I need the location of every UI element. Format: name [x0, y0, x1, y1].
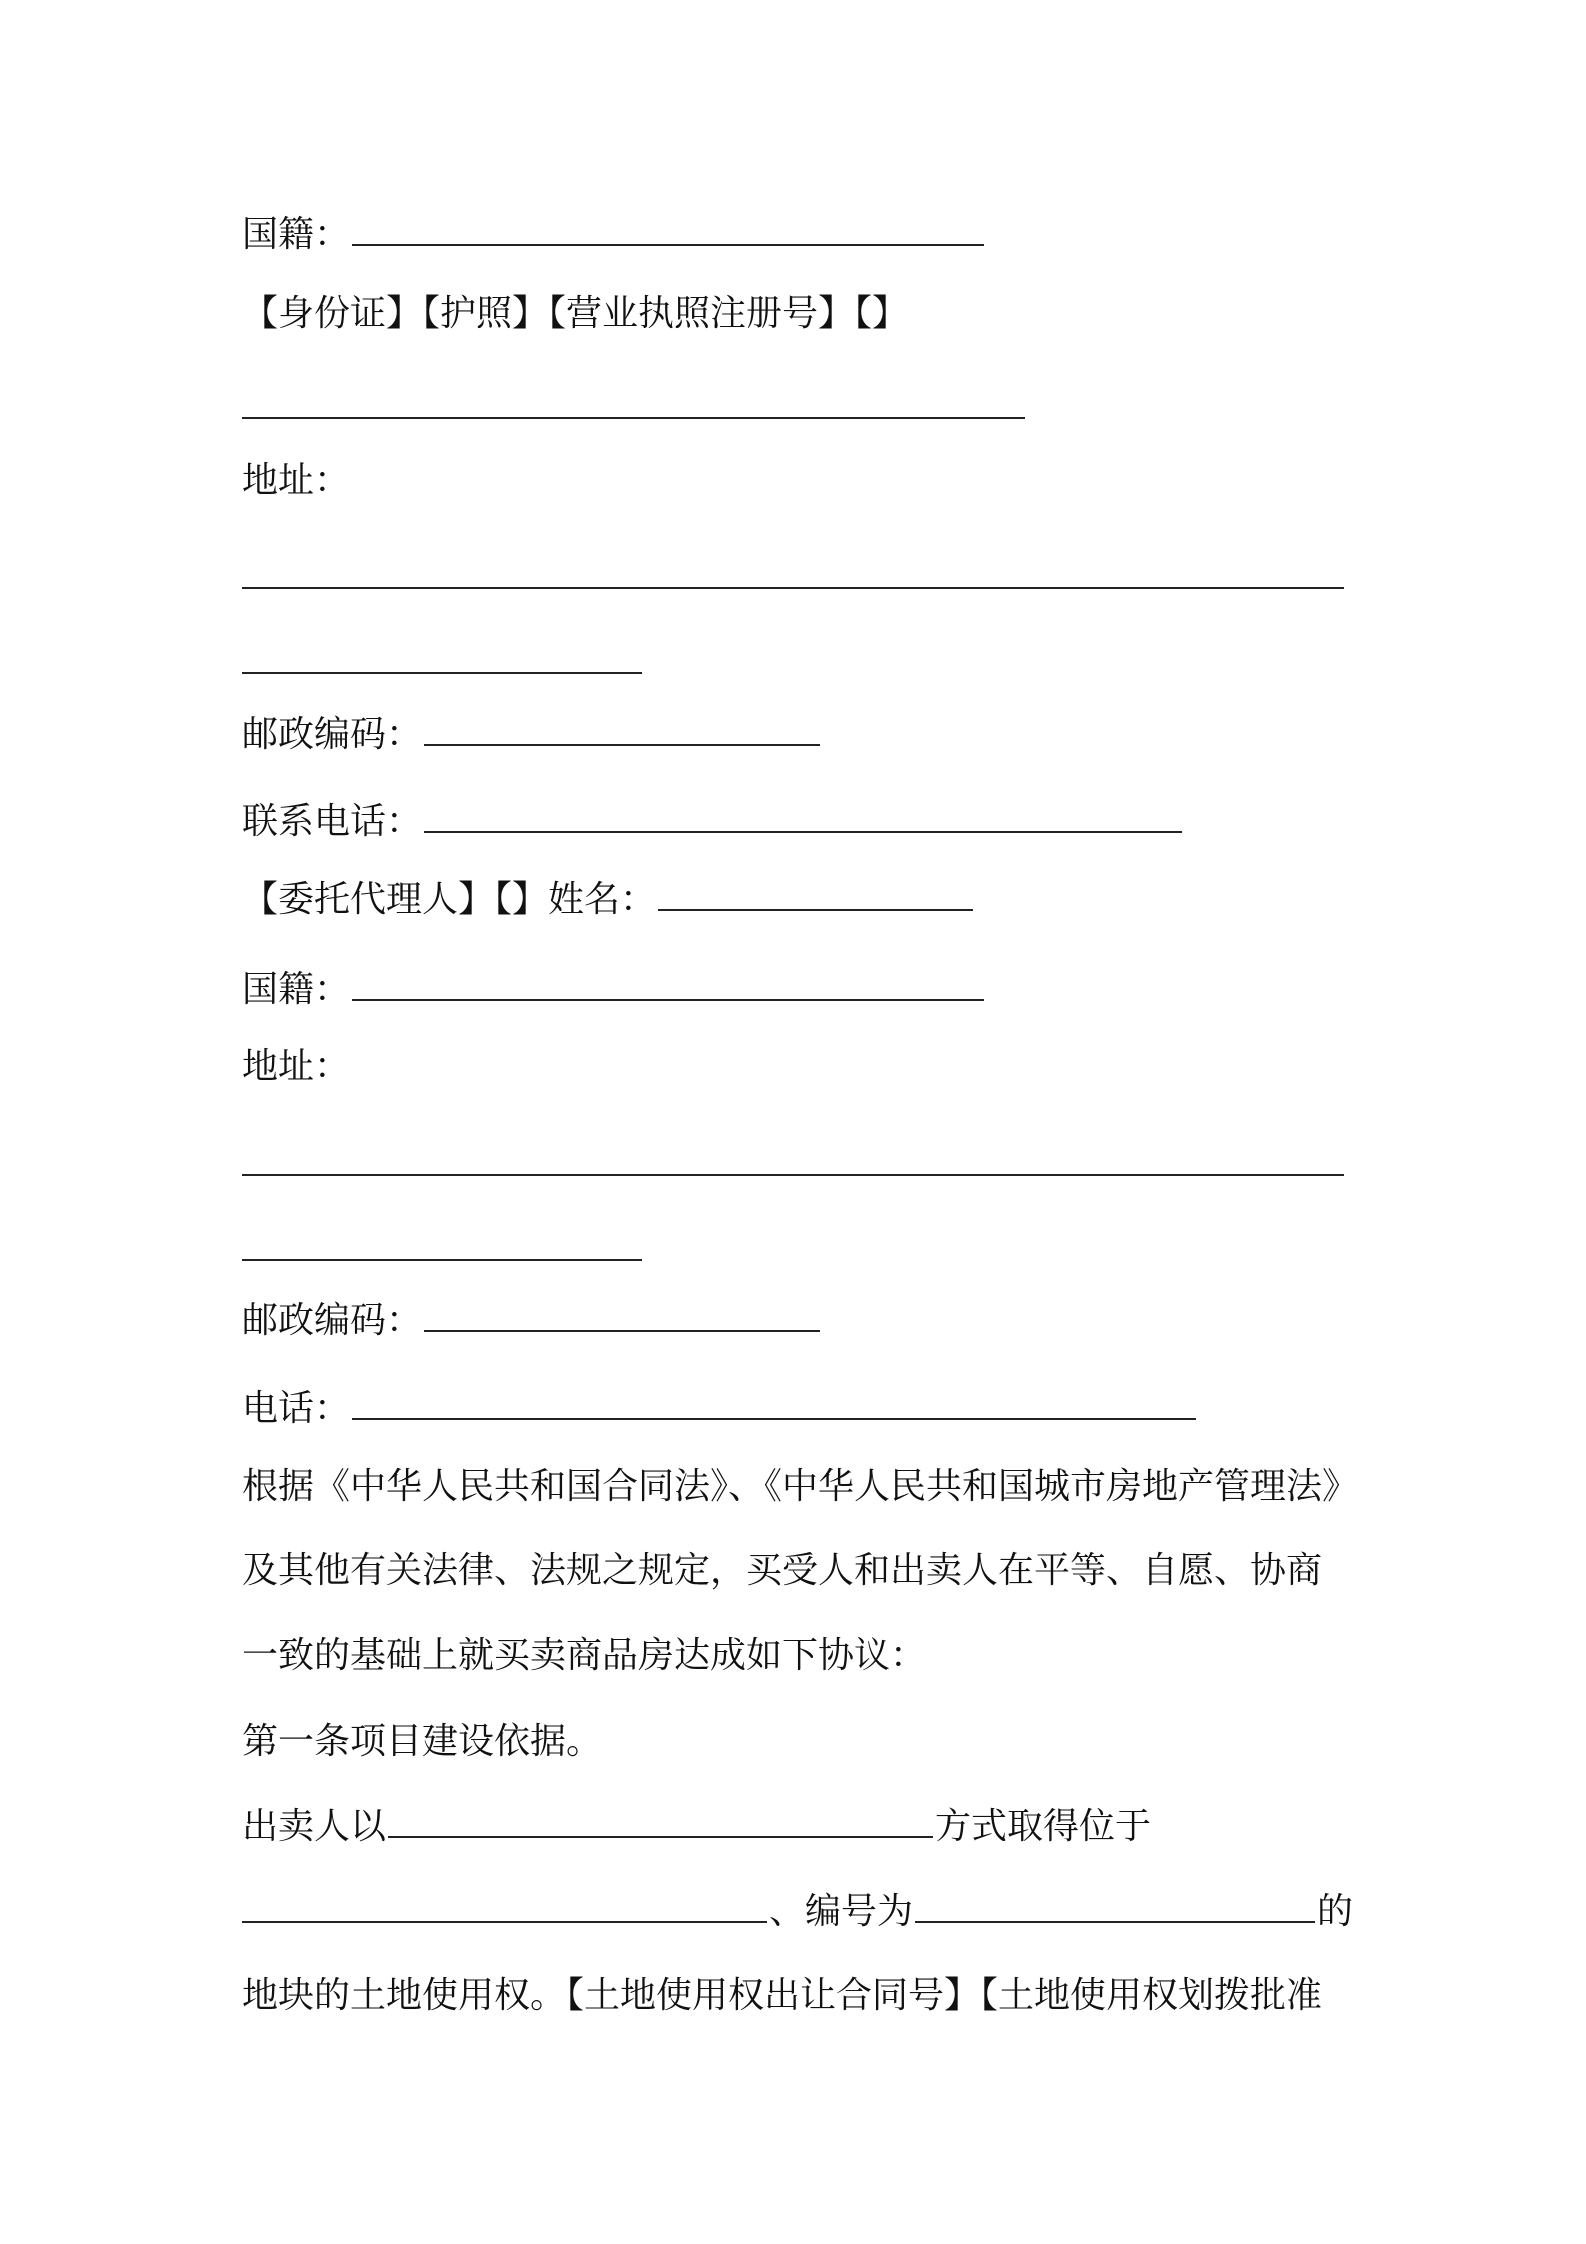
phone-label: 电话：	[242, 1388, 351, 1429]
address-row-2	[242, 1043, 350, 1091]
postal-blank[interactable]	[424, 710, 820, 746]
postal-row-1	[242, 710, 822, 759]
id-number-blank[interactable]	[242, 415, 1025, 419]
address-blank-line-2[interactable]	[242, 1257, 642, 1261]
seller-suffix: 方式取得位于	[935, 1806, 1152, 1847]
number-prefix: 、编号为	[769, 1891, 914, 1932]
nationality-row-1	[242, 210, 986, 259]
agent-row	[242, 875, 975, 924]
id-types-row	[242, 290, 908, 338]
intro-paragraph-line	[242, 1632, 926, 1680]
article-1-title: 第一条项目建设依据。	[242, 1721, 603, 1762]
address-label: 地址：	[242, 1046, 351, 1087]
location-row	[242, 1887, 1353, 1936]
postal-label: 邮政编码：	[242, 1300, 423, 1341]
phone-blank[interactable]	[352, 1384, 1196, 1420]
postal-blank[interactable]	[424, 1296, 820, 1332]
seller-row	[242, 1802, 1151, 1851]
nationality-blank[interactable]	[352, 965, 984, 1001]
address-label: 地址：	[242, 460, 351, 501]
address-blank-line-1[interactable]	[242, 1172, 1344, 1176]
agent-name-blank[interactable]	[658, 875, 973, 911]
seller-prefix: 出卖人以	[242, 1806, 387, 1847]
nationality-row-2	[242, 965, 986, 1014]
nationality-label: 国籍：	[242, 969, 351, 1010]
intro-text: 一致的基础上就买卖商品房达成如下协议：	[242, 1635, 927, 1676]
id-types-label: 【身份证】【护照】【营业执照注册号】【】	[242, 293, 909, 334]
intro-text: 及其他有关法律、法规之规定，买受人和出卖人在平等、自愿、协商	[242, 1550, 1323, 1591]
parcel-number-blank[interactable]	[915, 1887, 1315, 1923]
number-suffix: 的	[1317, 1891, 1354, 1932]
intro-paragraph-line	[242, 1463, 1358, 1511]
phone-row-1	[242, 797, 1184, 846]
land-row	[242, 1972, 1322, 2020]
intro-text: 根据《中华人民共和国合同法》、《中华人民共和国城市房地产管理法》	[242, 1466, 1359, 1507]
nationality-label: 国籍：	[242, 214, 351, 255]
address-row-1	[242, 457, 350, 505]
phone-label: 联系电话：	[242, 801, 423, 842]
address-blank-line-1[interactable]	[242, 585, 1344, 589]
postal-row-2	[242, 1296, 822, 1345]
agent-label: 【委托代理人】【】姓名：	[242, 879, 657, 920]
article-title	[242, 1718, 602, 1766]
land-text: 地块的土地使用权。【土地使用权出让合同号】【土地使用权划拨批准	[242, 1975, 1323, 2016]
postal-label: 邮政编码：	[242, 714, 423, 755]
phone-row-2	[242, 1384, 1198, 1433]
location-blank[interactable]	[242, 1887, 767, 1923]
acquisition-method-blank[interactable]	[388, 1802, 933, 1838]
nationality-blank[interactable]	[352, 210, 984, 246]
phone-blank[interactable]	[424, 797, 1182, 833]
intro-paragraph-line	[242, 1547, 1322, 1595]
address-blank-line-2[interactable]	[242, 670, 642, 674]
